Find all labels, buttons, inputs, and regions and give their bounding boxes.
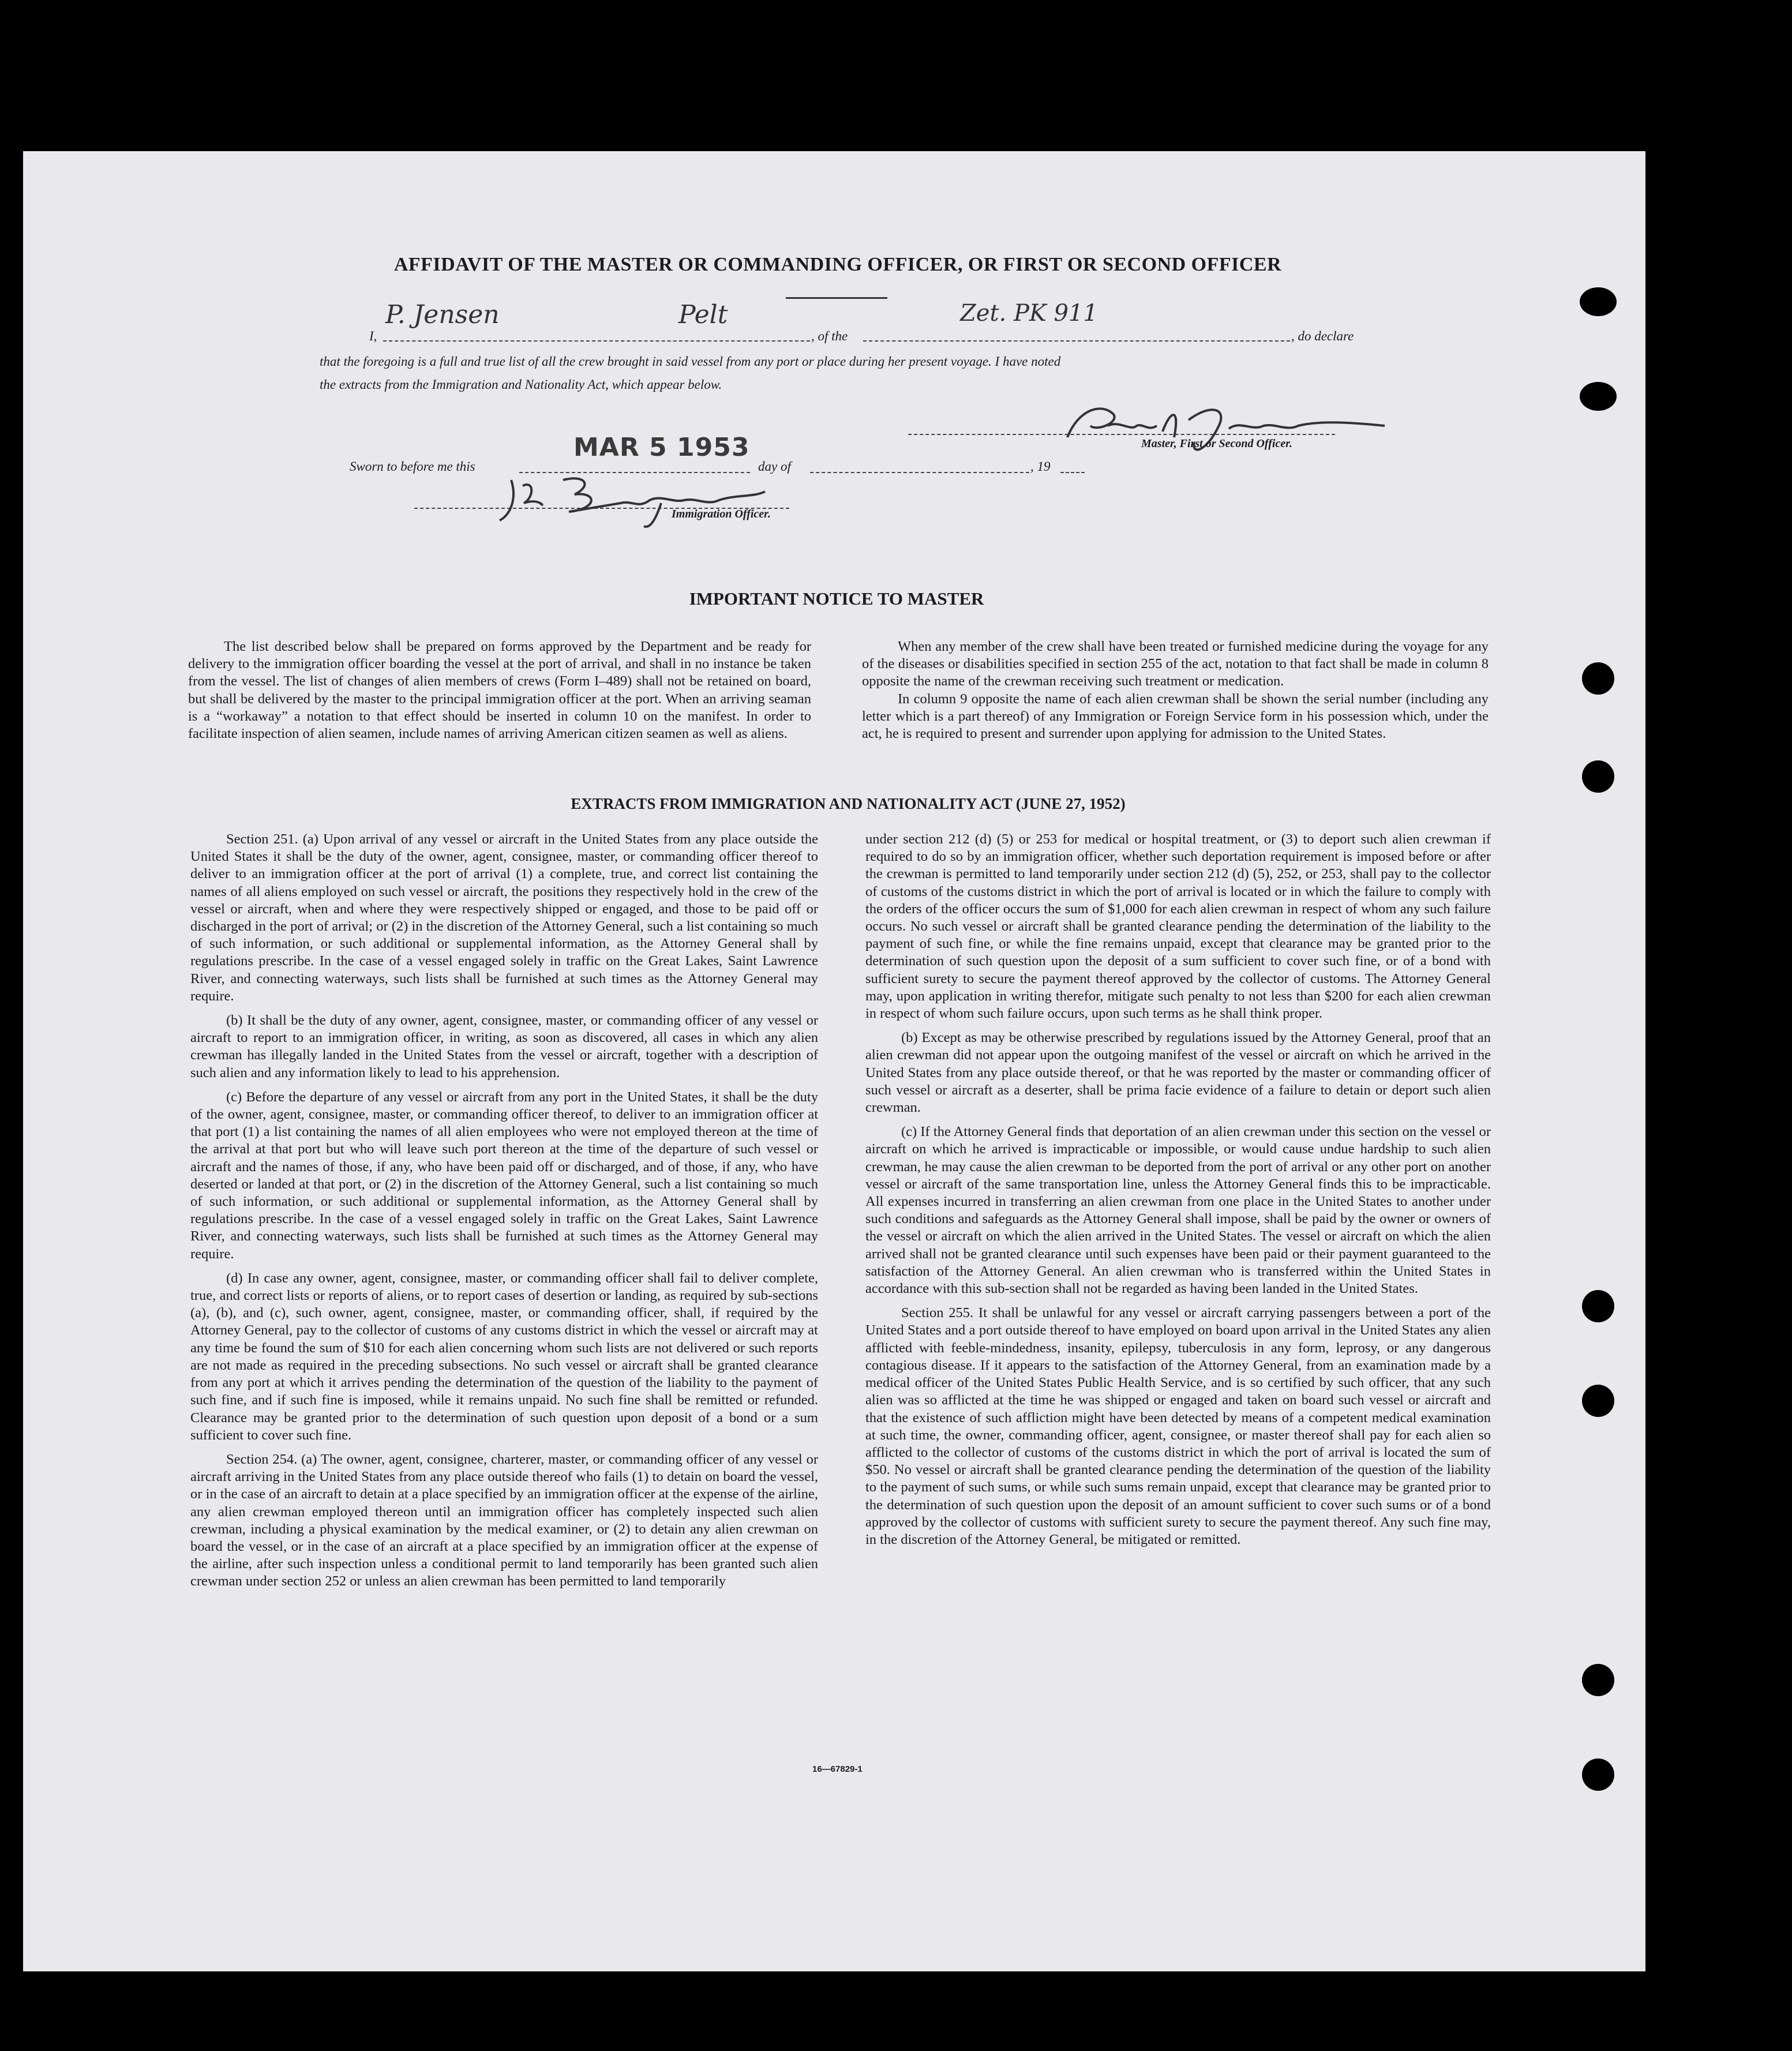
extracts-left-column bbox=[190, 831, 818, 1598]
sworn-month-line bbox=[810, 472, 1029, 473]
handwritten-name: P. Jensen bbox=[385, 300, 500, 329]
binder-hole bbox=[1580, 382, 1617, 411]
section-251-c: (c) Before the departure of any vessel or aircraft from any port in the United States, it shall be the duty of the owner, agent, consignee, master, or commanding officer thereof, to deliver to an immigration officer at that port (1) a list containing the names of all alien employees who were not employed thereon at the time of the arrival at that port but who will leave such port thereon at the time of the departure of such vessel or aircraft and the names of those, if any, who have been paid off or discharged, and of those, if any, who have deserted or landed at that port, or (2) in the discretion of the Attorney General, such a list containing so much of such information, or such additional or supplemental information, as the Attorney General shall by regulations prescribe. In the case of a vessel engaged solely in traffic on the Great Lakes, Saint Lawrence River, and connecting waterways, such lists shall be furnished at such times as the Attorney General may require. bbox=[190, 1089, 818, 1262]
master-signature bbox=[1056, 397, 1390, 460]
binder-hole bbox=[1582, 1385, 1614, 1417]
date-stamp: MAR 5 1953 bbox=[573, 433, 750, 462]
affidavit-of-the: , of the bbox=[811, 329, 848, 343]
notice-title: IMPORTANT NOTICE TO MASTER bbox=[689, 588, 984, 609]
section-251-b: (b) It shall be the duty of any owner, agent, consignee, master, or commanding officer of any vessel or aircraft to report to an immigration officer, in writing, as soon as discovered, all cases in which any alien crewman has illegally landed in the United States from the vessel or aircraft, together with a description of such alien and any information likely to lead to his apprehension. bbox=[190, 1013, 818, 1081]
section-254-a-continued: under section 212 (d) (5) or 253 for medical or hospital treatment, or (3) to deport such alien crewman if required to do so by an immigration officer, whether such deportation requirement is imposed before or after the crewman is permitted to land temporarily under section 212 (d) (5), 252, or 253, shall pay to the collector of customs of the customs district in which the port of arrival is located or in which the failure to comply with the orders of the officer occurs the sum of $1,000 for each alien crewman in respect of whom any such failure occurs. No such vessel or aircraft shall be granted clearance pending the determination of the liability to the payment of such fine, or while the fine remains unpaid, except that clearance may be granted prior to the determination of such question upon the deposit of a sum sufficient to cover such fine, or of a bond with sufficient surety to secure the payment thereof approved by the collector of customs. The Attorney General may, upon application in writing therefor, mitigate such penalty to not less than $200 for each alien crewman in respect of whom such failure occurs, upon such terms as he shall think proper. bbox=[865, 831, 1491, 1022]
notice-left-column bbox=[188, 638, 811, 749]
title-rule bbox=[786, 297, 887, 299]
binder-hole bbox=[1582, 662, 1614, 695]
immigration-officer-signature bbox=[488, 468, 788, 532]
section-255: Section 255. It shall be unlawful for any vessel or aircraft carrying passengers between a port of the United States and a port outside thereof to have employed on board upon arrival in the United States any alien afflicted with feeble-mindedness, insanity, epilepsy, tuberculosis in any form, leprosy, or any dangerous contagious disease. If it appears to the satisfaction of the Attorney General, from an examination made by a medical officer of the United States Public Health Service, and is so certified by such officer, that any such alien was so afflicted at the time he was shipped or engaged and taken on board such vessel or aircraft and that the existence of such affliction might have been detected by means of a competent medical examination at such time, the owner, commanding officer, agent, consignee, or master thereof shall pay for each alien so afflicted to the collector of customs of the customs district in which the port of arrival is located the sum of $50. No vessel or aircraft shall be granted clearance pending the determination of the question of the liability to the payment of such sums, or while such sums remain unpaid, except that clearance may be granted prior to the determination of such question upon the deposit of an amount sufficient to cover such sums or of a bond approved by the collector of customs with sufficient surety to secure the payment thereof. Any such fine may, in the discretion of the Attorney General, be mitigated or remitted. bbox=[865, 1305, 1491, 1547]
sworn-label: Sworn to before me this bbox=[350, 459, 475, 474]
binder-hole bbox=[1582, 760, 1614, 793]
binder-hole bbox=[1582, 1758, 1614, 1791]
section-254-b: (b) Except as may be otherwise prescribed by regulations issued by the Attorney General, proof that an alien crewman did not appear upon the outgoing manifest of the vessel or aircraft on which he arrived in the United States from any place outside thereof, or that he was reported by the master or commanding officer of such vessel or aircraft as a deserter, shall be prima facie evidence of a failure to detain or deport such alien crewman. bbox=[865, 1030, 1491, 1116]
section-254-a: Section 254. (a) The owner, agent, consignee, charterer, master, or commanding officer of any vessel or aircraft arriving in the United States from any place outside thereof who fails (1) to detain on board the vessel, or in the case of an aircraft to detain at a place specified by an immigration officer at the expense of the airline, any alien crewman employed thereon until an immigration officer has completely inspected such alien crewman, including a physical examination by the medical examiner, or (2) to detain any alien crewman on board the vessel, or in the case of an aircraft at a place specified by an immigration officer at the expense of the airline, after such inspection unless a conditional permit to land temporarily has been granted such alien crewman under section 252 or unless an alien crewman has been permitted to land temporarily bbox=[190, 1451, 818, 1589]
sworn-year-line bbox=[1060, 472, 1085, 473]
notice-right-paragraph-1: When any member of the crew shall have been treated or furnished medicine during the voyage for any of the diseases or disabilities specified in section 255 of the act, notation to that fact shall be made in column 8 opposite the name of the crewman receiving such treatment or medication. bbox=[862, 639, 1489, 689]
affidavit-i: I, bbox=[369, 329, 377, 343]
binder-hole bbox=[1582, 1290, 1614, 1322]
master-caption: Master, First or Second Officer. bbox=[1141, 437, 1292, 450]
day-of-label: day of bbox=[758, 459, 791, 474]
name-line bbox=[383, 340, 810, 342]
immigration-caption: Immigration Officer. bbox=[672, 508, 771, 520]
affidavit-line-3: the extracts from the Immigration and Nationality Act, which appear below. bbox=[320, 377, 722, 392]
handwritten-surname: Pelt bbox=[678, 300, 728, 329]
extracts-title: EXTRACTS FROM IMMIGRATION AND NATIONALITY ACT (JUNE 27, 1952) bbox=[571, 795, 1126, 812]
binder-hole bbox=[1582, 1664, 1614, 1696]
affidavit-title: AFFIDAVIT OF THE MASTER OR COMMANDING OFFICER, OR FIRST OR SECOND OFFICER bbox=[393, 254, 1282, 275]
notice-left-paragraph: The list described below shall be prepared on forms approved by the Department and be ready for delivery to the immigration officer boarding the vessel at the port of arrival, and shall in no instance be taken from the vessel. The list of changes of alien members of crews (Form I–489) shall not be retained on board, but shall be delivered by the master to the principal immigration officer at the port. When an arriving seaman is a “workaway” a notation to that effect should be inserted in column 10 on the manifest. In order to facilitate inspection of alien seamen, include names of arriving American citizen seamen as well as aliens. bbox=[188, 639, 811, 742]
form-number: 16—67829-1 bbox=[812, 1764, 863, 1774]
vessel-line bbox=[863, 340, 1290, 342]
extracts-right-column bbox=[865, 831, 1491, 1555]
affidavit-declare: , do declare bbox=[1291, 329, 1354, 343]
affidavit-line-2: that the foregoing is a full and true list of all the crew brought in said vessel from any port or place during her present voyage. I have noted bbox=[320, 354, 1061, 369]
handwritten-vessel: Zet. PK 911 bbox=[960, 300, 1098, 327]
notice-right-paragraph-2: In column 9 opposite the name of each alien crewman shall be shown the serial number (including any letter which is a part thereof) of any Immigration or Foreign Service form in his possession which, under the act, he is required to present and surrender upon applying for admission to the United States. bbox=[862, 691, 1489, 742]
binder-hole bbox=[1580, 287, 1617, 316]
notice-right-column bbox=[862, 638, 1489, 749]
section-251-a: Section 251. (a) Upon arrival of any vessel or aircraft in the United States from any place outside the United States it shall be the duty of the owner, agent, consignee, master, or commanding officer thereof to deliver to an immigration officer at the port of arrival (1) a complete, true, and correct list containing the names of all aliens employed on such vessel or aircraft, the positions they respectively hold in the crew of the vessel or aircraft, when and where they were respectively shipped or engaged, and those to be paid off or discharged in the port of arrival; or (2) in the discretion of the Attorney General, such a list containing so much of such information, or such additional or supplemental information, as the Attorney General shall by regulations prescribe. In the case of a vessel engaged solely in traffic on the Great Lakes, Saint Lawrence River, and connecting waterways, such lists shall be furnished at such times as the Attorney General may require. bbox=[190, 831, 818, 1004]
section-254-c: (c) If the Attorney General finds that deportation of an alien crewman under this section on the vessel or aircraft on which he arrived is impracticable or impossible, or would cause undue hardship to such alien crewman, he may cause the alien crewman to be deported from the port of arrival or any other port on another vessel or aircraft of the same transportation line, unless the Attorney General finds this to be impracticable. All expenses incurred in transferring an alien crewman from one place in the United States to another under such conditions and safeguards as the Attorney General shall impose, shall be paid by the owner or owners of the vessel or aircraft on which the alien arrived in the United States. The vessel or aircraft on which the alien arrived shall not be granted clearance until such expenses have been paid or their payment guaranteed to the satisfaction of the Attorney General. An alien crewman who is transferred within the United States in accordance with this sub-section shall not be regarded as having been landed in the United States. bbox=[865, 1124, 1491, 1297]
section-251-d: (d) In case any owner, agent, consignee, master, or commanding officer shall fail to deliver complete, true, and correct lists or reports of aliens, or to report cases of desertion or landing, as required by sub-sections (a), (b), and (c), such owner, agent, consignee, master, or commanding officer, shall, if required by the Attorney General, pay to the collector of customs of any customs district in which the vessel or aircraft may at any time be found the sum of $10 for each alien concerning whom such lists are not delivered or such reports are not made as required in the preceding subsections. No such vessel or aircraft shall be granted clearance from any port at which it arrives pending the determination of the question of the liability to the payment of such fine, and if such fine is imposed, while it remains unpaid. No such fine shall be remitted or refunded. Clearance may be granted prior to the determination of such question upon deposit of a bond or a sum sufficient to cover such fine. bbox=[190, 1270, 818, 1443]
year-label: , 19 bbox=[1030, 459, 1051, 474]
